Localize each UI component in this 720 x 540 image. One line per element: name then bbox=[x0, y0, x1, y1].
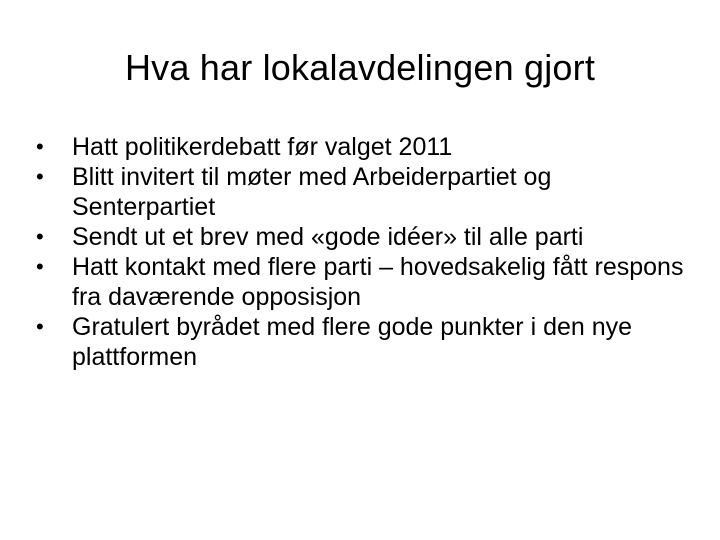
bullet-icon: • bbox=[36, 134, 44, 159]
slide-title: Hva har lokalavdelingen gjort bbox=[124, 47, 596, 88]
bullet-text: Hatt politikerdebatt før valget 2011 bbox=[72, 133, 453, 161]
bullet-text: Gratulert byrådet med flere gode punkter i den nye plattformen bbox=[72, 313, 633, 371]
bullet-item bbox=[36, 222, 696, 252]
bullet-list bbox=[36, 132, 696, 372]
bullet-icon: • bbox=[36, 224, 44, 249]
bullet-item bbox=[36, 132, 696, 162]
bullet-icon: • bbox=[36, 164, 44, 189]
bullet-icon: • bbox=[36, 254, 44, 279]
bullet-text: Sendt ut et brev med «gode idéer» til alle parti bbox=[72, 223, 584, 251]
bullet-item bbox=[36, 162, 696, 222]
bullet-icon: • bbox=[36, 314, 44, 339]
bullet-text: Blitt invitert til møter med Arbeiderpartiet og Senterpartiet bbox=[72, 163, 552, 221]
bullet-item bbox=[36, 312, 696, 372]
bullet-item bbox=[36, 252, 696, 312]
bullet-text: Hatt kontakt med flere parti – hovedsakelig fått respons fra daværende opposisjon bbox=[72, 253, 684, 311]
